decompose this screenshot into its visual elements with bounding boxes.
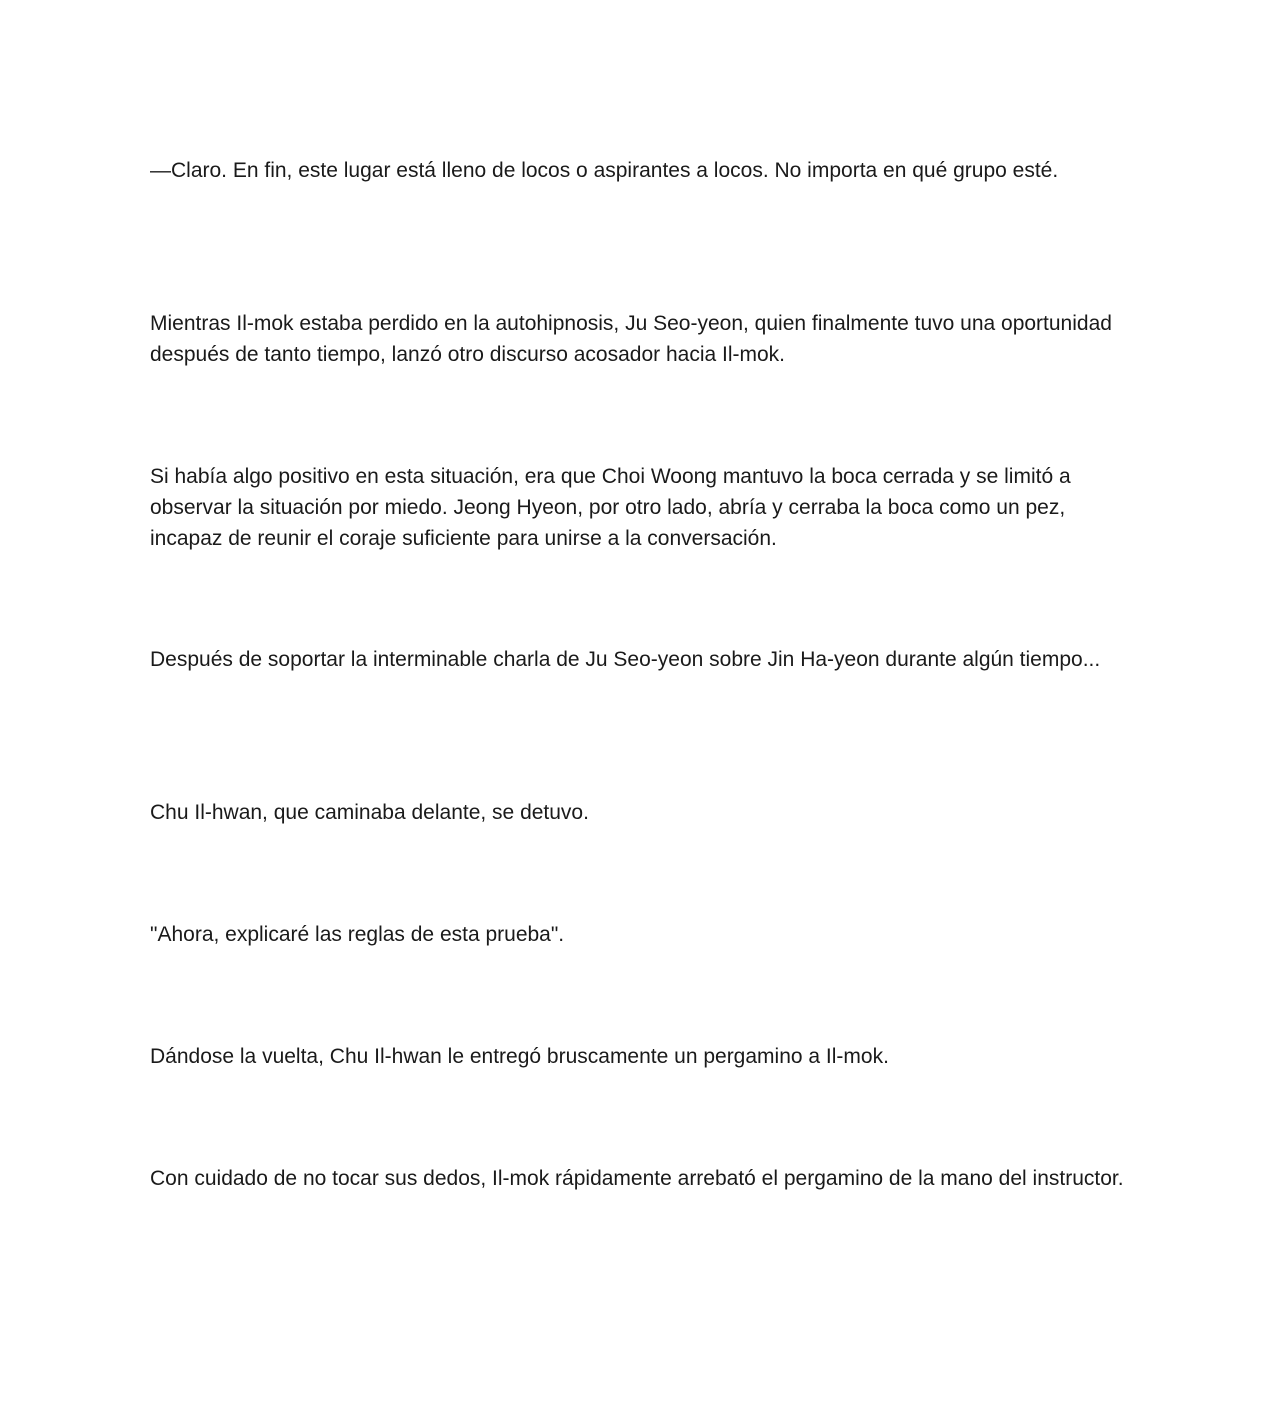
paragraph-7: Dándose la vuelta, Chu Il-hwan le entregó bruscamente un pergamino a Il-mok. bbox=[150, 1045, 889, 1068]
paragraph-4: Después de soportar la interminable charla de Ju Seo-yeon sobre Jin Ha-yeon durante algún tiempo... bbox=[150, 648, 1101, 671]
paragraph-3: Si había algo positivo en esta situación, era que Choi Woong mantuvo la boca cerrada y se limitó a observar la situación por miedo. Jeong Hyeon, por otro lado, abría y cerraba la boca como un pez, incapaz de reunir el coraje suficiente para unirse a la conversación. bbox=[150, 465, 1071, 550]
paragraph-1: —Claro. En fin, este lugar está lleno de locos o aspirantes a locos. No importa en qué grupo esté. bbox=[150, 159, 1059, 182]
paragraph-8: Con cuidado de no tocar sus dedos, Il-mok rápidamente arrebató el pergamino de la mano del instructor. bbox=[150, 1167, 1124, 1190]
paragraph-2: Mientras Il-mok estaba perdido en la autohipnosis, Ju Seo-yeon, quien finalmente tuvo una oportunidad después de tanto tiempo, lanzó otro discurso acosador hacia Il-mok. bbox=[150, 312, 1112, 366]
paragraph-6: "Ahora, explicaré las reglas de esta prueba". bbox=[150, 923, 565, 946]
paragraph-5: Chu Il-hwan, que caminaba delante, se detuvo. bbox=[150, 801, 589, 824]
